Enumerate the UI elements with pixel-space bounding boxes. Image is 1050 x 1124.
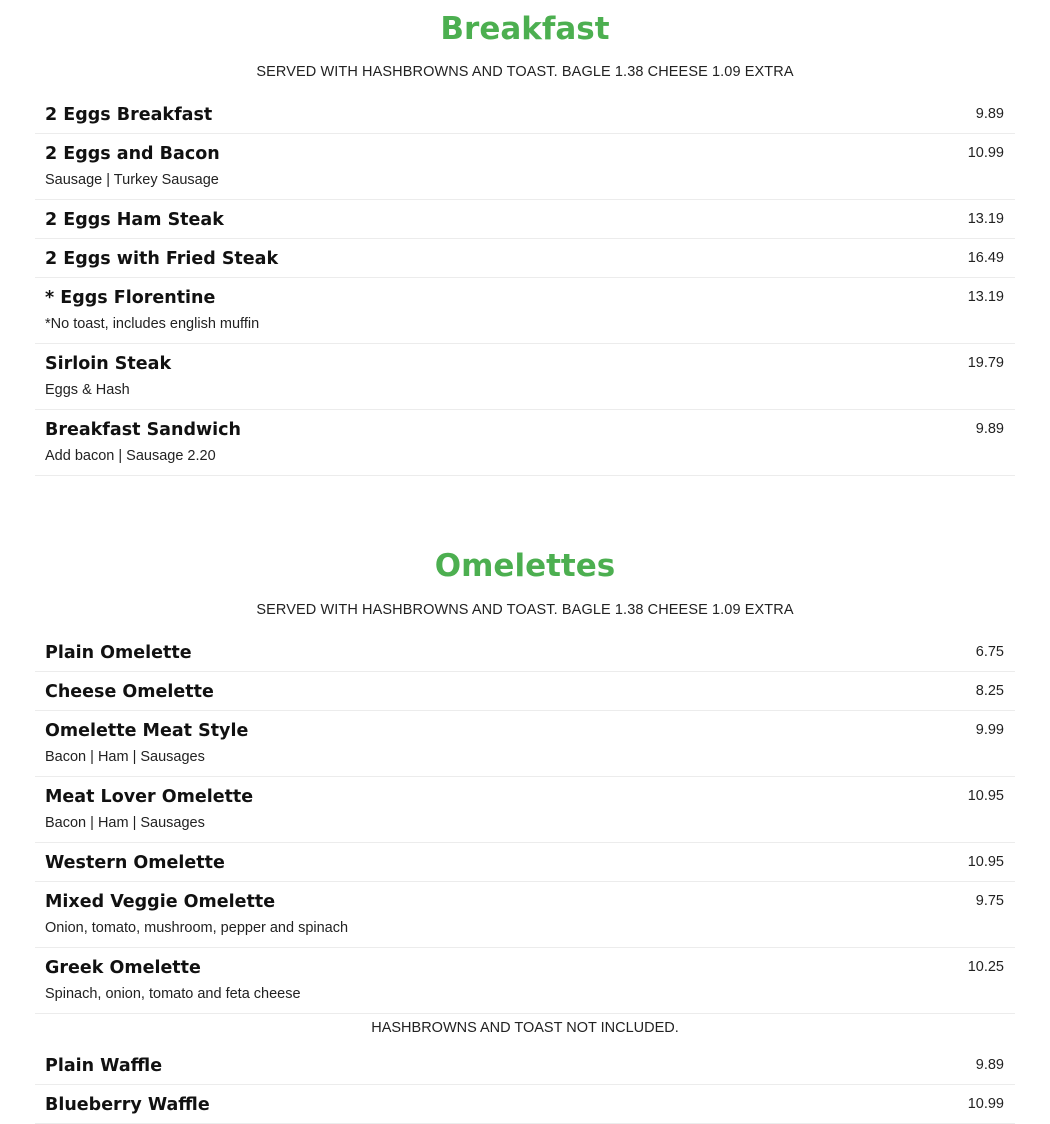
item-price: 8.25	[975, 683, 1004, 699]
omelettes-items	[35, 633, 1015, 1014]
item-name: 2 Eggs Breakfast	[45, 105, 213, 125]
item-price: 10.25	[967, 959, 1004, 975]
menu-item	[35, 882, 1015, 948]
menu-item	[35, 1085, 1015, 1124]
item-price: 10.99	[967, 1096, 1004, 1112]
waffles-items	[35, 1046, 1015, 1124]
menu-item	[35, 633, 1015, 672]
item-description: Spinach, onion, tomato and feta cheese	[45, 986, 301, 1002]
item-name: 2 Eggs and Bacon	[45, 144, 220, 164]
item-price: 16.49	[967, 250, 1004, 266]
menu-item	[35, 278, 1015, 344]
breakfast-section	[35, 9, 1015, 476]
item-description: Onion, tomato, mushroom, pepper and spinach	[45, 920, 349, 936]
item-description: Sausage | Turkey Sausage	[45, 172, 219, 188]
item-description: Add bacon | Sausage 2.20	[45, 448, 216, 464]
breakfast-items	[35, 95, 1015, 476]
item-name: * Eggs Florentine	[45, 288, 216, 308]
menu-item	[35, 711, 1015, 777]
menu-item	[35, 672, 1015, 711]
menu-item	[35, 239, 1015, 278]
item-price: 9.89	[975, 106, 1004, 122]
menu-item	[35, 95, 1015, 134]
item-name: Breakfast Sandwich	[45, 420, 241, 440]
item-price: 10.95	[967, 788, 1004, 804]
item-name: Meat Lover Omelette	[45, 787, 254, 807]
menu-item	[35, 948, 1015, 1014]
item-name: 2 Eggs with Fried Steak	[45, 249, 279, 269]
menu-item	[35, 777, 1015, 843]
item-name: Plain Omelette	[45, 643, 192, 663]
item-price: 9.89	[975, 421, 1004, 437]
menu-item	[35, 410, 1015, 476]
waffles-section	[35, 1018, 1015, 1124]
omelettes-title: Omelettes	[434, 548, 616, 584]
item-price: 9.89	[975, 1057, 1004, 1073]
menu-item	[35, 134, 1015, 200]
item-name: Plain Waffle	[45, 1056, 163, 1076]
menu-item	[35, 200, 1015, 239]
item-name: Sirloin Steak	[45, 354, 172, 374]
item-description: *No toast, includes english muffin	[45, 316, 260, 332]
breakfast-title: Breakfast	[440, 11, 610, 47]
item-price: 13.19	[967, 289, 1004, 305]
item-name: Western Omelette	[45, 853, 225, 873]
item-description: Bacon | Ham | Sausages	[45, 749, 205, 765]
item-price: 13.19	[967, 211, 1004, 227]
item-price: 6.75	[975, 644, 1004, 660]
item-price: 10.95	[967, 854, 1004, 870]
menu-item	[35, 344, 1015, 410]
breakfast-note: SERVED WITH HASHBROWNS AND TOAST. BAGLE 1.38 CHEESE 1.09 EXTRA	[256, 64, 794, 80]
item-name: Blueberry Waffle	[45, 1095, 210, 1115]
omelettes-note: SERVED WITH HASHBROWNS AND TOAST. BAGLE 1.38 CHEESE 1.09 EXTRA	[256, 602, 794, 618]
item-name: Greek Omelette	[45, 958, 201, 978]
omelettes-section	[35, 546, 1015, 1014]
item-name: 2 Eggs Ham Steak	[45, 210, 224, 230]
item-name: Cheese Omelette	[45, 682, 214, 702]
menu-item	[35, 843, 1015, 882]
item-name: Omelette Meat Style	[45, 721, 249, 741]
item-description: Eggs & Hash	[45, 382, 130, 398]
menu-item	[35, 1046, 1015, 1085]
waffles-note: HASHBROWNS AND TOAST NOT INCLUDED.	[371, 1020, 679, 1036]
item-price: 10.99	[967, 145, 1004, 161]
item-price: 9.99	[975, 722, 1004, 738]
item-description: Bacon | Ham | Sausages	[45, 815, 205, 831]
item-price: 9.75	[975, 893, 1004, 909]
item-name: Mixed Veggie Omelette	[45, 892, 276, 912]
item-price: 19.79	[967, 355, 1004, 371]
